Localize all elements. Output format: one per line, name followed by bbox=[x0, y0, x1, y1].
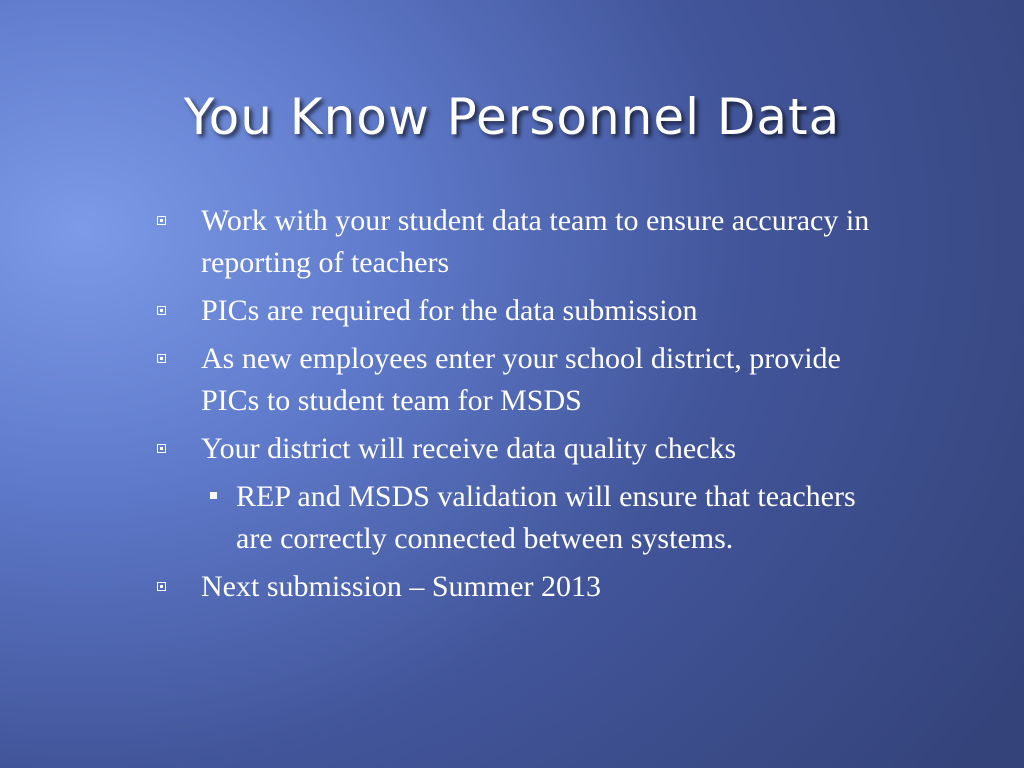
bullet-item bbox=[155, 566, 895, 608]
bullet-list bbox=[155, 200, 895, 614]
bullet-text: Your district will receive data quality checks bbox=[201, 432, 737, 465]
bullet-item bbox=[155, 338, 895, 422]
bullet-text: PICs are required for the data submission bbox=[201, 294, 698, 327]
filled-square-bullet-icon bbox=[210, 492, 217, 499]
bullet-text: REP and MSDS validation will ensure that teachers are correctly connected between systems. bbox=[236, 480, 856, 555]
square-bullet-icon bbox=[157, 354, 166, 363]
bullet-text: Next submission – Summer 2013 bbox=[201, 570, 602, 603]
square-bullet-icon bbox=[157, 444, 166, 453]
square-bullet-icon bbox=[157, 306, 166, 315]
bullet-item bbox=[155, 200, 895, 284]
sub-bullet-item bbox=[155, 476, 895, 560]
bullet-item bbox=[155, 428, 895, 470]
bullet-item bbox=[155, 290, 895, 332]
square-bullet-icon bbox=[157, 216, 166, 225]
slide-title: You Know Personnel Data bbox=[183, 88, 841, 146]
bullet-text: As new employees enter your school district, provide PICs to student team for MSDS bbox=[201, 342, 841, 417]
bullet-text: Work with your student data team to ensure accuracy in reporting of teachers bbox=[201, 204, 870, 279]
square-bullet-icon bbox=[157, 582, 166, 591]
